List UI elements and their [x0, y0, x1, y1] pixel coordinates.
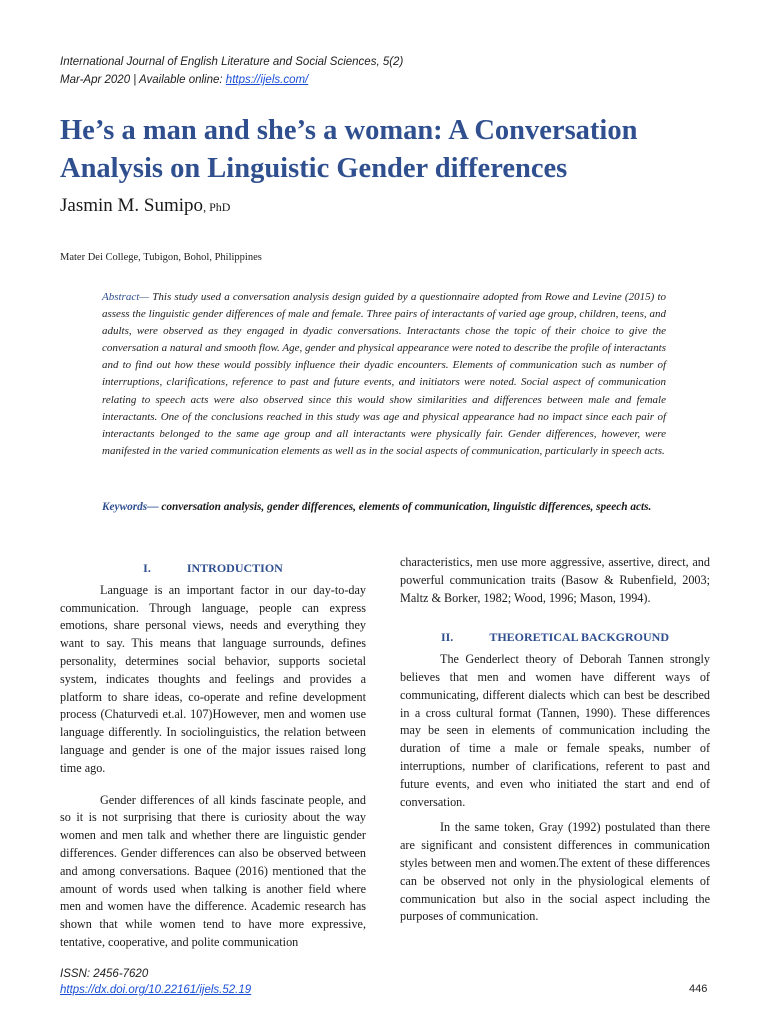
issue-prefix: Mar-Apr 2020 | Available online: — [60, 74, 226, 86]
keywords — [102, 499, 666, 516]
left-column — [60, 560, 366, 952]
journal-line: International Journal of English Literature and Social Sciences, 5(2) — [60, 56, 404, 68]
affiliation: Mater Dei College, Tubigon, Bohol, Philippines — [60, 252, 262, 263]
author-line — [60, 195, 230, 217]
right-column — [400, 554, 710, 926]
section-number: I. — [143, 561, 151, 575]
issn: ISSN: 2456-7620 — [60, 968, 149, 980]
section-title: INTRODUCTION — [186, 561, 283, 575]
doi-link[interactable]: https://dx.doi.org/10.22161/ijels.52.19 — [60, 984, 252, 996]
page-number: 446 — [689, 983, 708, 995]
paragraph: The Genderlect theory of Deborah Tannen strongly believes that men and women have different ways of communicating, different dialects which can best be described in a cross cultural format (Tannen, 1990). These differences may be seen in elements of communication including the duration of time a male or female speaks, number of interruptions, number of clarifications, referent to past and future events, and even who initiated the start and end of conversation. — [400, 652, 710, 809]
paragraph: Language is an important factor in our day-to-day communication. Through language, people can express emotions, share personal views, needs and everything they want to say. This means that language surrounds, defines personality, determines social behavior, supports societal system, indicates thoughts and feelings and provides a platform to share ideas, co-operate and refine development process (Chaturvedi et.al. 107)However, men and women use language differently. In sociolinguistics, the relation between language and gender is one of the major issues raised long time ago. — [60, 582, 366, 775]
paper-title: He’s a man and she’s a woman: A Conversation Analysis on Linguistic Gender differences — [60, 115, 638, 184]
journal-header — [60, 53, 403, 89]
author-degree: , PhD — [203, 200, 231, 214]
paragraph: In the same token, Gray (1992) postulated than there are significant and consistent differences in communication styles between men and women.The extent of these differences can be observed not only in the physiological elements of communication but also in the social aspect including the purposes of communication. — [400, 820, 710, 924]
abstract — [102, 289, 666, 460]
paragraph: Gender differences of all kinds fascinate people, and so it is not surprising that there is curiosity about the way women and men talk and whether there are linguistic gender differences. Gender differences can also be observed between and among conversations. Baquee (2016) mentioned that the amount of words used when talking is another field where men and women have the difference. Academic research has shown that while women tend to have more expressive, tentative, cooperative, and polite communication — [60, 792, 366, 949]
page-footer — [60, 966, 251, 998]
keywords-label: Keywords— — [102, 501, 159, 513]
abstract-text: This study used a conversation analysis design guided by a questionnaire adopted from Rowe and Levine (2015) to assess the linguistic gender differences of male and female. Three pairs of interactants of varied age group, children, teens, and adults, were observed as they engaged in dyadic conversations. Interactants chose the topic of their choice to give the conversation a natural and smooth flow. Age, gender and physical appearance were noted to describe the profile of interactants and to find out how these would possibly influence their dyadic encounters. Elements of communication such as number of interruptions, clarifications, reference to past and future events, and initiators were noted. Social aspect of communication relating to speech acts were also observed since this would show similarities and differences between male and female interactants. One of the conclusions reached in this study was age and physical appearance had no impact since each pair of interactants belonged to the same age group and all interactants were physically fair. Gender differences, however, were manifested in the varied communication elements as well as in the social aspects of communication, particularly in speech acts. — [102, 291, 666, 457]
issue-line — [60, 71, 403, 89]
journal-url-link[interactable]: https://ijels.com/ — [225, 74, 309, 86]
author-name: Jasmin M. Sumipo — [60, 195, 204, 216]
abstract-label: Abstract— — [102, 291, 150, 303]
keywords-text: conversation analysis, gender differences, elements of communication, linguistic differences, speech acts. — [158, 501, 652, 513]
section-heading-theoretical-background — [400, 629, 710, 647]
section-heading-introduction — [60, 560, 366, 578]
paragraph: characteristics, men use more aggressive, assertive, direct, and powerful communication traits (Basow & Rubenfield, 2003; Maltz & Borker, 1982; Wood, 1996; Mason, 1994). — [400, 555, 710, 605]
section-title: THEORETICAL BACKGROUND — [489, 630, 670, 645]
section-number: II. — [440, 630, 454, 645]
